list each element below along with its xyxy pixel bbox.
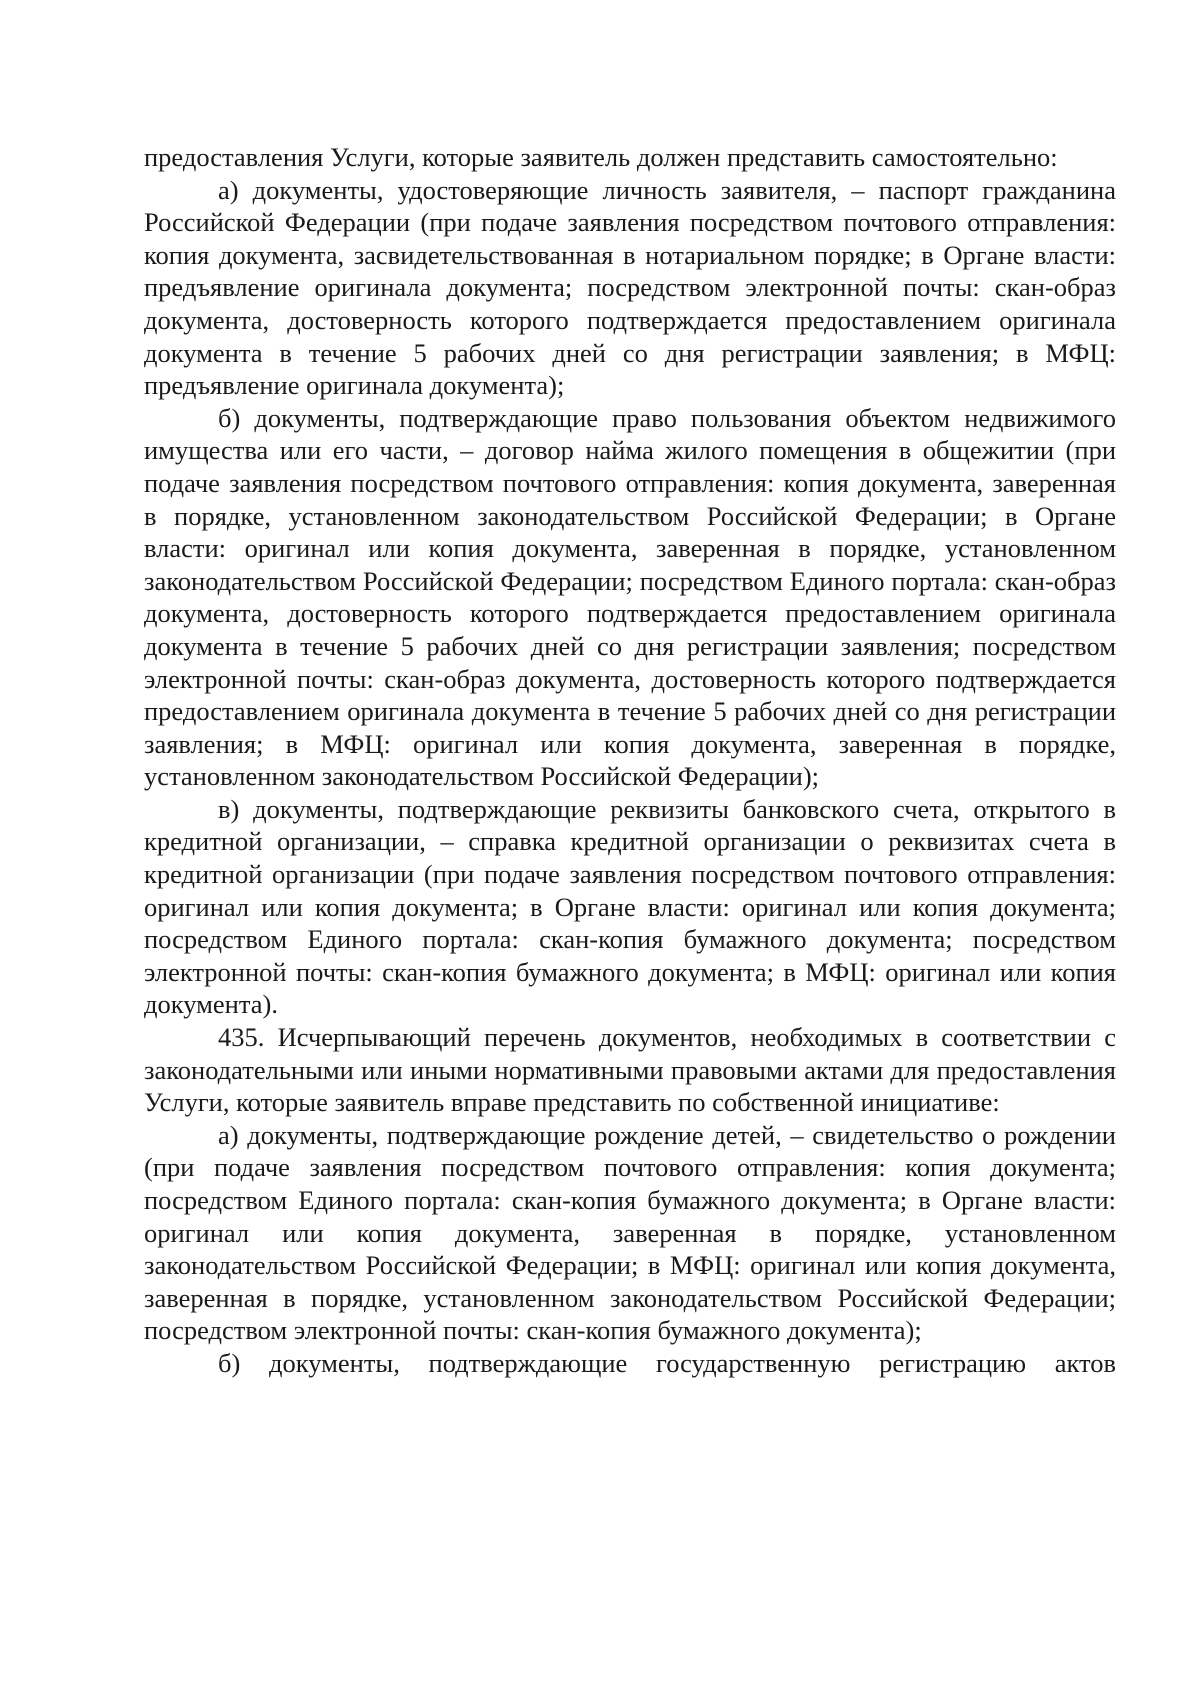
paragraph-item-b-property: б) документы, подтверждающие право пользования объектом недвижимого имущества или его части, – договор найма жилого помещения в общежитии (при подаче заявления посредством почтового отправления: копия документа, заверенная в порядке, установленном законодательством Российской Федерации; в Органе власти: оригинал или копия документа, заверенная в порядке, установленном законодательством Российской Федерации; посредством Единого портала: скан-образ документа, достоверность которого подтверждается предоставлением оригинала документа в течение 5 рабочих дней со дня регистрации заявления; посредством электронной почты: скан-образ документа, достоверность которого подтверждается предоставлением оригинала документа в течение 5 рабочих дней со дня регистрации заявления; в МФЦ: оригинал или копия документа, заверенная в порядке, установленном законодательством Российской Федерации); (144, 402, 1116, 792)
paragraph-continuation: предоставления Услуги, которые заявитель должен представить самостоятельно: (144, 142, 1058, 172)
paragraph-item-a-birth: а) документы, подтверждающие рождение детей, – свидетельство о рождении (при подаче заявления посредством почтового отправления: копия документа; посредством Единого портала: скан-копия бумажного документа; в Органе власти: оригинал или копия документа, заверенная в порядке, установленном законодательством Российской Федерации; в МФЦ: оригинал или копия документа, заверенная в порядке, установленном законодательством Российской Федерации; посредством электронной почты: скан-копия бумажного документа); (144, 1119, 1116, 1346)
paragraph-item-a-identity: а) документы, удостоверяющие личность заявителя, – паспорт гражданина Российской Федерации (при подаче заявления посредством почтового отправления: копия документа, засвидетельствованная в нотариальном порядке; в Органе власти: предъявление оригинала документа; посредством электронной почты: скан-образ документа, достоверность которого подтверждается предоставлением оригинала документа в течение 5 рабочих дней со дня регистрации заявления; в МФЦ: предъявление оригинала документа); (144, 174, 1116, 401)
paragraph-item-b-registration: б) документы, подтверждающие государственную регистрацию актов (218, 1347, 1116, 1378)
paragraph-item-v-bank: в) документы, подтверждающие реквизиты банковского счета, открытого в кредитной организации, – справка кредитной организации о реквизитах счета в кредитной организации (при подаче заявления посредством почтового отправления: оригинал или копия документа; в Органе власти: оригинал или копия документа; посредством Единого портала: скан-копия бумажного документа; посредством электронной почты: скан-копия бумажного документа; в МФЦ: оригинал или копия документа). (144, 793, 1116, 1020)
document-body (144, 141, 1116, 1380)
paragraph-435: 435. Исчерпывающий перечень документов, необходимых в соответствии с законодательными или иными нормативными правовыми актами для предоставления Услуги, которые заявитель вправе представить по собственной инициативе: (144, 1022, 1116, 1118)
